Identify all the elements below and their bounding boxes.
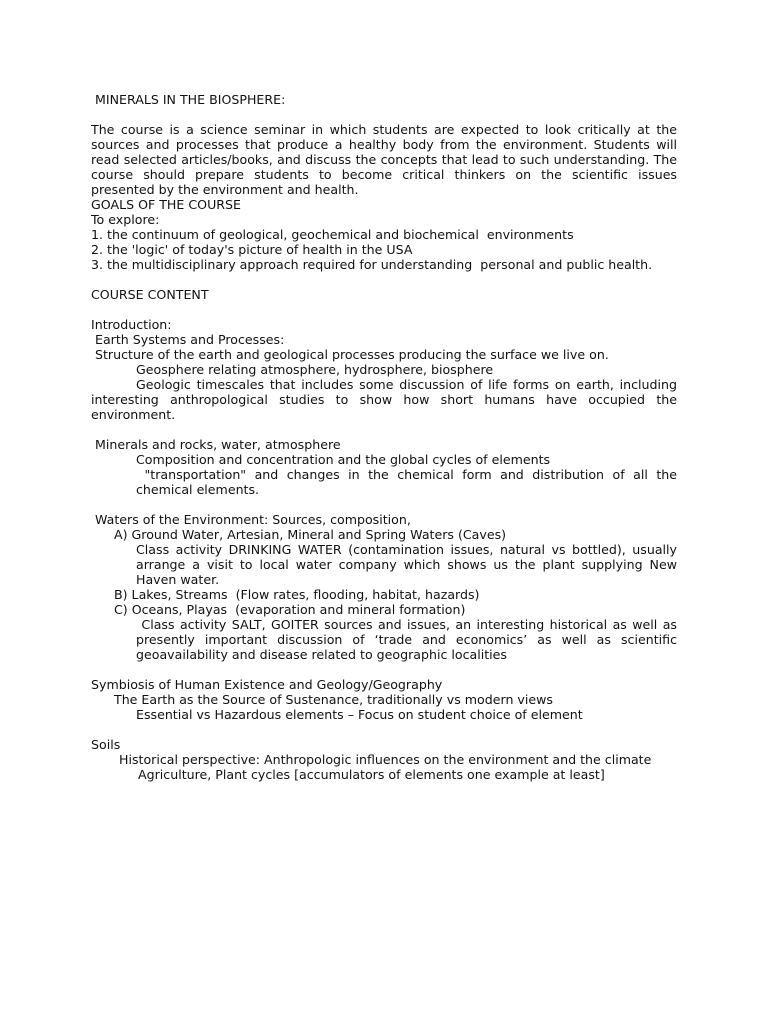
- course-content-heading: COURSE CONTENT: [91, 287, 209, 302]
- document-body: [91, 92, 682, 782]
- waters-item-a: A) Ground Water, Artesian, Mineral and Spring Waters (Caves): [114, 527, 507, 542]
- salt-goiter-activity: Class activity SALT, GOITER sources and issues, an interesting historical as well as presently important discussion of ‘trade and economics’ as well as scientific geoavailability and disease related to geographic localities: [136, 617, 682, 662]
- elements-text: Essential vs Hazardous elements – Focus on student choice of element: [136, 707, 583, 722]
- goal-item: 1. the continuum of geological, geochemical and biochemical environments: [91, 227, 574, 242]
- waters-heading: Waters of the Environment: Sources, composition,: [95, 512, 411, 527]
- historical-perspective-text: Historical perspective: Anthropologic influences on the environment and the climate: [119, 752, 652, 767]
- waters-item-b: B) Lakes, Streams (Flow rates, flooding, habitat, hazards): [114, 587, 480, 602]
- soils-heading: Soils: [91, 737, 121, 752]
- earth-systems-heading: Earth Systems and Processes:: [95, 332, 285, 347]
- agriculture-text: Agriculture, Plant cycles [accumulators of elements one example at least]: [138, 767, 605, 782]
- timescales-text: Geologic timescales that includes some discussion of life forms on earth, including interesting anthropological studies to show how short humans have occupied the environment.: [91, 377, 677, 422]
- minerals-heading: Minerals and rocks, water, atmosphere: [95, 437, 341, 452]
- waters-item-c: C) Oceans, Playas (evaporation and mineral formation): [114, 602, 466, 617]
- goal-item: 2. the 'logic' of today's picture of health in the USA: [91, 242, 413, 257]
- introduction-label: Introduction:: [91, 317, 172, 332]
- earth-sustenance-text: The Earth as the Source of Sustenance, traditionally vs modern views: [114, 692, 553, 707]
- symbiosis-heading: Symbiosis of Human Existence and Geology/Geography: [91, 677, 443, 692]
- course-description: The course is a science seminar in which students are expected to look critically at the sources and processes that produce a healthy body from the environment. Students will read selected articles/books, and discuss the concepts that lead to such understanding. The course should prepare students to become critical thinkers on the scientific issues presented by the environment and health.: [91, 122, 677, 197]
- composition-text: Composition and concentration and the global cycles of elements: [136, 452, 551, 467]
- goals-lead: To explore:: [91, 212, 160, 227]
- goal-item: 3. the multidisciplinary approach required for understanding personal and public health.: [91, 257, 653, 272]
- drinking-water-activity: Class activity DRINKING WATER (contamination issues, natural vs bottled), usually arrange a visit to local water company which shows us the plant supplying New Haven water.: [136, 542, 677, 587]
- document-title: MINERALS IN THE BIOSPHERE:: [91, 92, 286, 107]
- geosphere-text: Geosphere relating atmosphere, hydrosphere, biosphere: [136, 362, 494, 377]
- transportation-text: "transportation" and changes in the chemical form and distribution of all the chemical elements.: [136, 467, 682, 497]
- goals-heading: GOALS OF THE COURSE: [91, 197, 241, 212]
- earth-structure-text: Structure of the earth and geological processes producing the surface we live on.: [95, 347, 609, 362]
